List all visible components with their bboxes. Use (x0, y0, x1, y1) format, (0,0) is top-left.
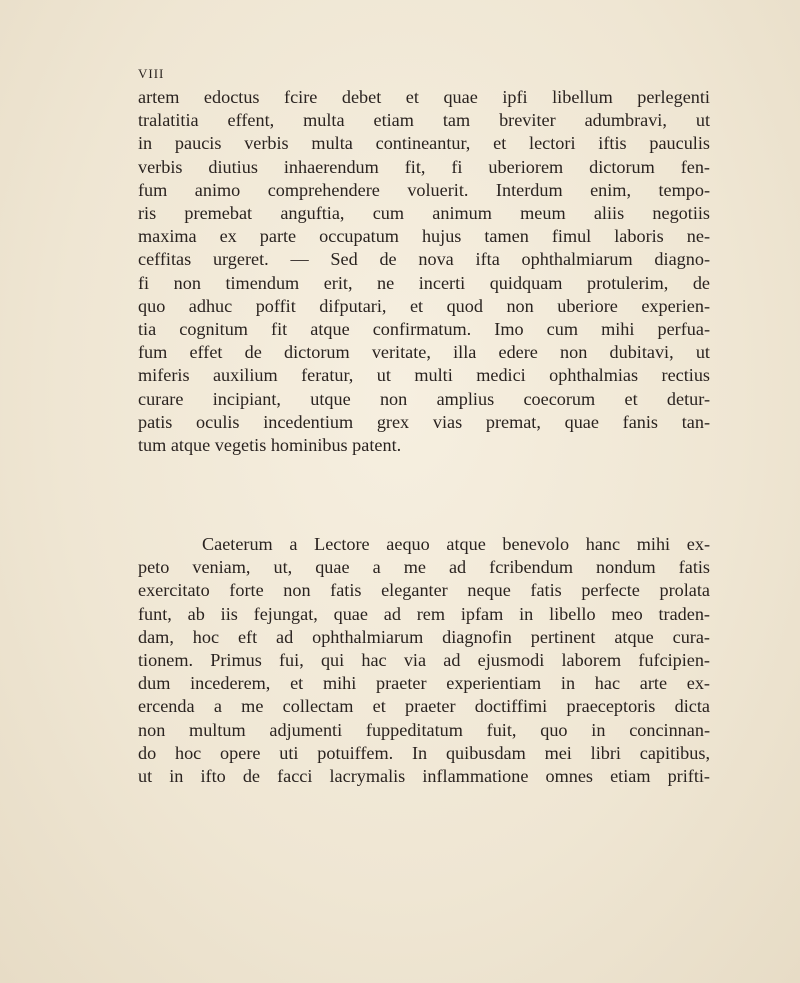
text-line: quo adhuc poffit difputari, et quod non uberiore experien- (138, 295, 710, 316)
text-line: non multum adjumenti fuppeditatum fuit, quo in concinnan- (138, 719, 710, 740)
text-line: dam, hoc eft ad ophthalmiarum diagnofin pertinent atque cura- (138, 626, 710, 647)
text-line: tia cognitum fit atque confirmatum. Imo cum mihi perfua- (138, 319, 710, 340)
text-line: ercenda a me collectam et praeter doctiffimi praeceptoris dicta (138, 696, 710, 717)
text-line: dum incederem, et mihi praeter experientiam in hac arte ex- (138, 673, 710, 694)
text-line: exercitato forte non fatis eleganter neque fatis perfecte prolata (138, 580, 710, 601)
text-line: curare incipiant, utque non amplius coecorum et detur- (138, 388, 710, 409)
text-line: maxima ex parte occupatum hujus tamen fimul laboris ne- (138, 226, 710, 247)
text-line: ceffitas urgeret. — Sed de nova ifta ophthalmiarum diagno- (138, 249, 710, 270)
text-line: miferis auxilium feratur, ut multi medici ophthalmias rectius (138, 365, 710, 386)
text-line: funt, ab iis fejungat, quae ad rem ipfam in libello meo traden- (138, 603, 710, 624)
text-line: tralatitia effent, multa etiam tam breviter adumbravi, ut (138, 110, 710, 131)
text-line: fi non timendum erit, ne incerti quidquam protulerim, de (138, 272, 710, 293)
paragraph-2 (138, 533, 710, 788)
text-line: in paucis verbis multa contineantur, et lectori iftis pauculis (138, 133, 710, 154)
text-line: ris premebat anguftia, cum animum meum aliis negotiis (138, 203, 710, 224)
text-line: patis oculis incedentium grex vias premat, quae fanis tan- (138, 411, 710, 432)
text-line: verbis diutius inhaerendum fit, fi uberiorem dictorum fen- (138, 156, 710, 177)
text-line: fum effet de dictorum veritate, illa edere non dubitavi, ut (138, 342, 710, 363)
text-line: ut in ifto de facci lacrymalis inflammatione omnes etiam prifti- (138, 766, 710, 787)
text-line: do hoc opere uti potuiffem. In quibusdam mei libri capitibus, (138, 742, 710, 763)
text-line: peto veniam, ut, quae a me ad fcribendum nondum fatis (138, 557, 710, 578)
text-line: fum animo comprehendere voluerit. Interdum enim, tempo- (138, 179, 710, 200)
text-line: tum atque vegetis hominibus patent. (138, 435, 402, 456)
text-line: tionem. Primus fui, qui hac via ad ejusmodi laborem fufcipien- (138, 650, 710, 671)
text-line: Caeterum a Lectore aequo atque benevolo hanc mihi ex- (202, 534, 710, 554)
text-line: artem edoctus fcire debet et quae ipfi libellum perlegenti (138, 87, 710, 107)
paragraph-1 (138, 86, 710, 457)
page-number: VIII (138, 66, 165, 81)
